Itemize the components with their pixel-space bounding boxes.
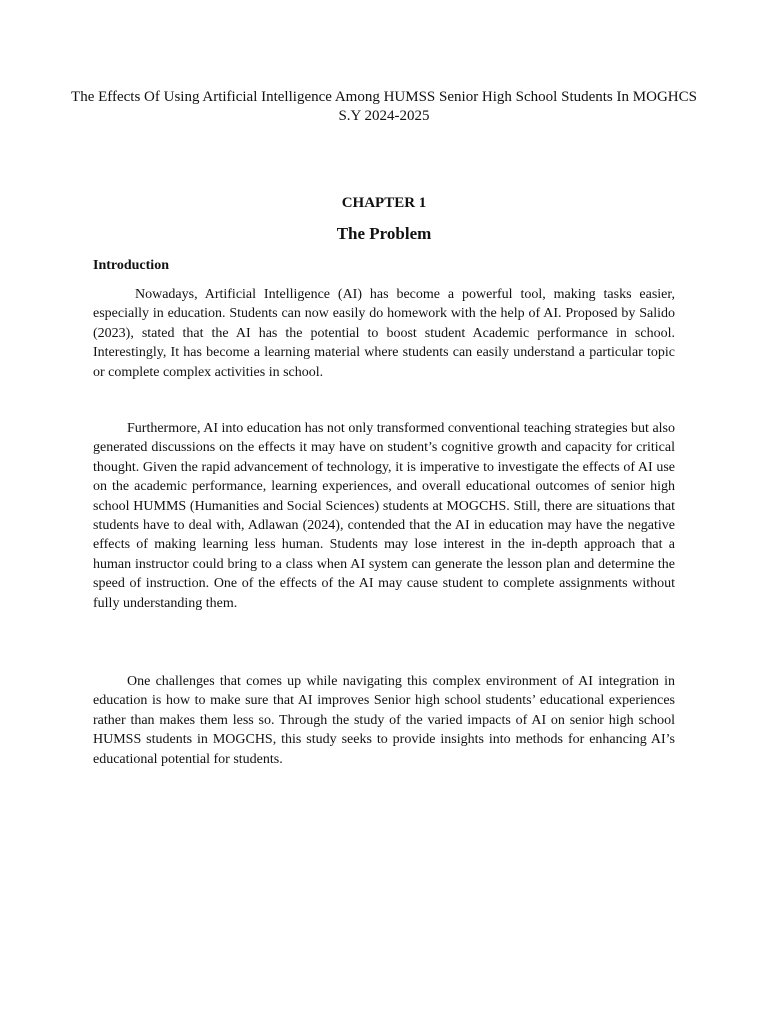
chapter-number: CHAPTER 1 bbox=[341, 195, 427, 211]
paragraph-2: Furthermore, AI into education has not only transformed conventional teaching strategies but also generated discussions on the effects it may have on student’s cognitive growth and capacity for critical thought. Given the rapid advancement of technology, it is imperative to investigate the effects of AI use on the academic performance, learning experiences, and overall educational outcomes of senior high school HUMMS (Humanities and Social Sciences) students at MOGCHS. Still, there are situations that students have to deal with, Adlawan (2024), contended that the AI in education may have the negative effects of making learning less human. Students may lose interest in the in-depth approach that a human instructor could bring to a class when AI system can generate the lesson plan and determine the speed of instruction. One of the effects of the AI may cause student to complete assignments without fully understanding them. bbox=[93, 421, 675, 611]
section-heading: Introduction bbox=[93, 258, 169, 273]
paragraph-1: Nowadays, Artificial Intelligence (AI) has become a powerful tool, making tasks easier, especially in education. Students can now easily do homework with the help of AI. Proposed by Salido (2023), stated that the AI has the potential to boost student Academic performance in school. Interestingly, It has become a learning material where students can easily understand a particular topic or complete complex activities in school. bbox=[93, 287, 675, 380]
paragraph-3: One challenges that comes up while navigating this complex environment of AI integration in education is how to make sure that AI improves Senior high school students’ educational experiences rather than makes them less so. Through the study of the varied impacts of AI on senior high school HUMSS students in MOGCHS, this study seeks to provide insights into methods for enhancing AI’s educational potential for students. bbox=[93, 674, 675, 767]
chapter-title: The Problem bbox=[336, 224, 432, 243]
document-title: The Effects Of Using Artificial Intelligence Among HUMSS Senior High School Students In MOGHCS S.Y 2024-2025 bbox=[71, 89, 697, 124]
